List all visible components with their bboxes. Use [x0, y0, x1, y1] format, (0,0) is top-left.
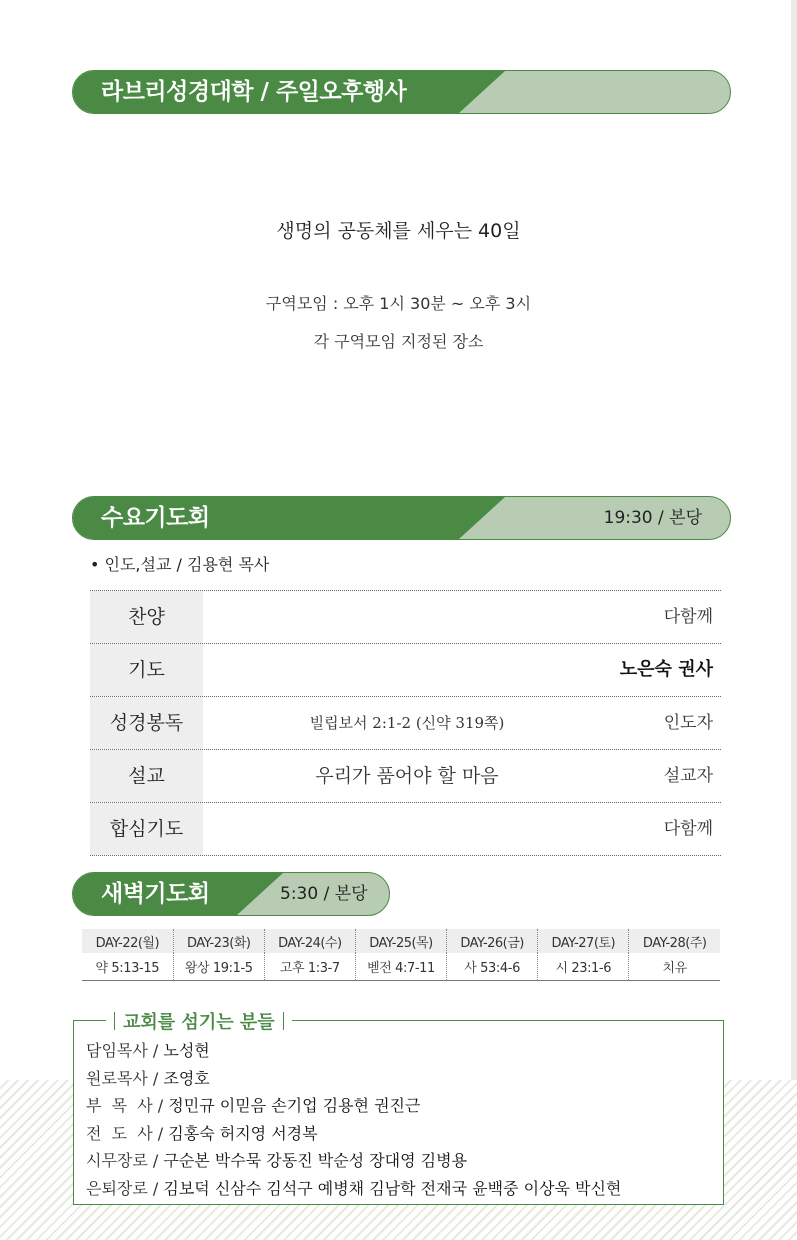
- table-row: [82, 953, 720, 980]
- heading-divider: [114, 1012, 115, 1030]
- staff-names: 정민규 이믿음 손기업 김용현 권진근: [168, 1096, 421, 1116]
- passage-cell: 벧전 4:7-11: [355, 953, 446, 980]
- section-title: 새벽기도회: [101, 881, 210, 907]
- day-header: DAY-23(화): [173, 929, 264, 953]
- day-header: DAY-28(주): [629, 929, 720, 953]
- section-header-wednesday-prayer: [72, 496, 731, 540]
- day-header: DAY-24(수): [264, 929, 355, 953]
- dawn-schedule-table: [82, 929, 720, 981]
- day-header: DAY-25(목): [355, 929, 446, 953]
- order-role: 인도자: [663, 713, 713, 733]
- order-detail: 빌립보서 2:1-2 (신약 319쪽): [309, 714, 505, 732]
- staff-role: 은퇴장로 /: [86, 1178, 164, 1198]
- section-time-place: 5:30 / 본당: [280, 884, 368, 904]
- section-title: 라브리성경대학 / 주일오후행사: [101, 79, 407, 105]
- table-header-row: [82, 929, 720, 953]
- order-label: 성경봉독: [90, 697, 203, 749]
- lecture-place: 각 구역모임 지정된 장소: [313, 332, 484, 351]
- heading-divider: [283, 1012, 284, 1030]
- order-row-joint-prayer: [90, 803, 721, 856]
- day-header: DAY-22(월): [82, 929, 173, 953]
- order-role: 노은숙 권사: [619, 659, 713, 680]
- staff-names: 김보덕 신삼수 김석구 예병채 김남학 전재국 윤백중 이상욱 박신현: [163, 1178, 622, 1198]
- order-row-prayer: [90, 644, 721, 697]
- service-leader: • 인도,설교 / 김용현 목사: [90, 555, 270, 574]
- staff-heading-text: 교회를 섬기는 분들: [123, 1012, 275, 1033]
- section-header-bible-college: [72, 70, 731, 114]
- section-title: 수요기도회: [101, 505, 210, 531]
- staff-heading: [106, 1009, 292, 1033]
- passage-cell: 사 53:4-6: [447, 953, 538, 980]
- order-role: 다함께: [663, 819, 713, 839]
- order-row-praise: [90, 591, 721, 644]
- passage-cell: 시 23:1-6: [538, 953, 629, 980]
- order-role: 설교자: [663, 766, 713, 786]
- lecture-title: 생명의 공동체를 세우는 40일: [276, 220, 521, 242]
- staff-role: 담임목사 /: [86, 1041, 164, 1060]
- staff-role: 원로목사 /: [86, 1068, 164, 1088]
- day-header: DAY-27(토): [538, 929, 629, 953]
- passage-cell: 약 5:13-15: [82, 953, 173, 980]
- staff-names: 조영호: [163, 1068, 210, 1088]
- staff-list: [86, 1037, 621, 1203]
- lecture-time: 구역모임 : 오후 1시 30분 ~ 오후 3시: [265, 294, 532, 313]
- staff-role: 시무장로 /: [86, 1151, 164, 1171]
- order-role: 다함께: [663, 607, 713, 627]
- staff-row: [86, 1175, 621, 1203]
- staff-names: 김홍숙 허지영 서경복: [168, 1123, 318, 1143]
- page-edge: [791, 0, 797, 1240]
- staff-row: [86, 1120, 621, 1148]
- passage-cell: 왕상 19:1-5: [173, 953, 264, 980]
- order-label: 합심기도: [90, 803, 203, 855]
- order-detail: 우리가 품어야 할 마음: [315, 765, 499, 787]
- staff-names: 구순본 박수묵 강동진 박순성 장대영 김병용: [163, 1151, 468, 1171]
- staff-row: [86, 1065, 621, 1093]
- order-row-sermon: [90, 750, 721, 803]
- staff-role: 부 목 사 /: [86, 1096, 169, 1116]
- service-order-table: [90, 590, 721, 856]
- order-label: 기도: [90, 644, 203, 696]
- order-label: 설교: [90, 750, 203, 802]
- section-header-dawn-prayer: [72, 872, 390, 916]
- staff-names: 노성현: [163, 1041, 210, 1060]
- passage-cell: 치유: [629, 953, 720, 980]
- staff-row: [86, 1037, 621, 1065]
- staff-row: [86, 1147, 621, 1175]
- staff-row: [86, 1092, 621, 1120]
- staff-role: 전 도 사 /: [86, 1123, 169, 1143]
- day-header: DAY-26(금): [447, 929, 538, 953]
- order-row-scripture: [90, 697, 721, 750]
- section-time-place: 19:30 / 본당: [603, 508, 702, 528]
- order-label: 찬양: [90, 591, 203, 643]
- passage-cell: 고후 1:3-7: [264, 953, 355, 980]
